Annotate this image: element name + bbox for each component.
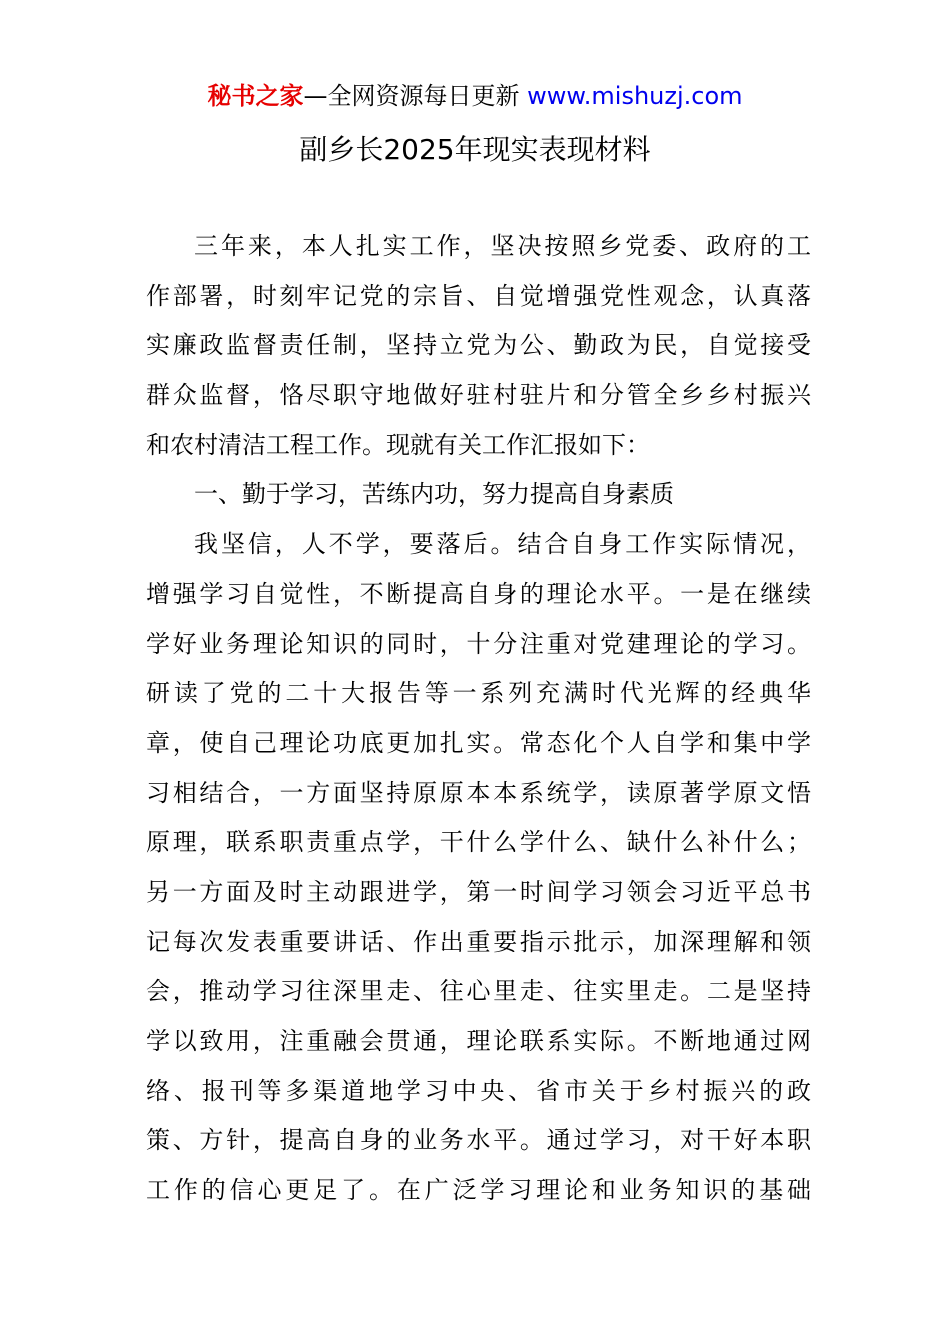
paragraph-line: 策、方针，提高自身的业务水平。通过学习，对干好本职 xyxy=(146,1126,811,1155)
paragraph-line: 群众监督，恪尽职守地做好驻村驻片和分管全乡乡村振兴 xyxy=(146,381,811,410)
paragraph-line: 章，使自己理论功底更加扎实。常态化个人自学和集中学 xyxy=(146,728,811,757)
paragraph-line: 络、报刊等多渠道地学习中央、省市关于乡村振兴的政 xyxy=(146,1076,811,1105)
paragraph-line: 工作的信心更足了。在广泛学习理论和业务知识的基础 xyxy=(146,1176,811,1205)
brand-name: 秘书之家 xyxy=(207,82,304,110)
paragraph-line: 学好业务理论知识的同时，十分注重对党建理论的学习。 xyxy=(146,629,811,658)
paragraph-line: 记每次发表重要讲话、作出重要指示批示，加深理解和领 xyxy=(146,927,811,956)
paragraph-line: 增强学习自觉性，不断提高自身的理论水平。一是在继续 xyxy=(146,579,811,608)
paragraph-line: 原理，联系职责重点学，干什么学什么、缺什么补什么； xyxy=(146,828,811,857)
paragraph-line: 学以致用，注重融会贯通，理论联系实际。不断地通过网 xyxy=(146,1027,811,1055)
paragraph-line: 习相结合，一方面坚持原原本本系统学，读原著学原文悟 xyxy=(146,778,811,807)
paragraph-line: 研读了党的二十大报告等一系列充满时代光辉的经典华 xyxy=(146,679,811,708)
site-banner xyxy=(0,80,950,112)
document-title: 副乡长2025年现实表现材料 xyxy=(299,133,651,166)
website-url[interactable]: www.mishuzj.com xyxy=(527,82,743,110)
paragraph-line: 和农村清洁工程工作。现就有关工作汇报如下： xyxy=(146,430,650,459)
paragraph-line: 我坚信，人不学，要落后。结合自身工作实际情况， xyxy=(194,530,811,559)
banner-tagline: —全网资源每日更新 xyxy=(303,82,528,110)
paragraph-line: 作部署，时刻牢记党的宗旨、自觉增强党性观念，认真落 xyxy=(146,281,811,310)
paragraph-line: 会，推动学习往深里走、往心里走、往实里走。二是坚持 xyxy=(146,977,811,1006)
paragraph-line: 另一方面及时主动跟进学，第一时间学习领会习近平总书 xyxy=(146,877,811,906)
section-heading: 一、勤于学习，苦练内功，努力提高自身素质 xyxy=(194,480,674,509)
document-body xyxy=(146,222,811,1216)
paragraph-line: 实廉政监督责任制，坚持立党为公、勤政为民，自觉接受 xyxy=(146,331,811,360)
paragraph-line: 三年来，本人扎实工作，坚决按照乡党委、政府的工 xyxy=(194,232,811,260)
